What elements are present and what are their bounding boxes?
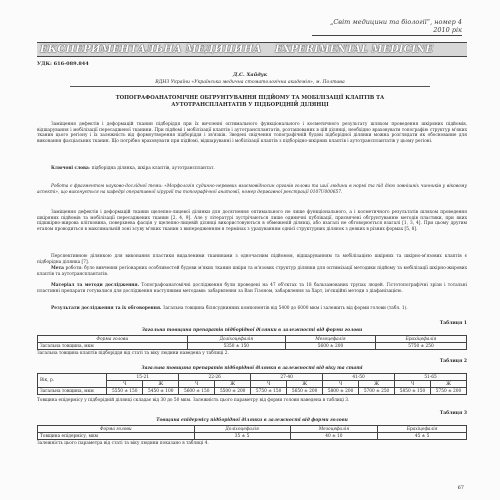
table-cell: 5700 ± 250 — [359, 388, 395, 395]
abstract-text: Заміщення дефектів і деформацій тканин підборіддя при їх вичленні оптимального функціонального і косметичного результату шляхом проведення шкіряних підйомів, відшарування і мобілізації пересадженої тканини. При підйомі і мобілізації клаптів і аутотрансплантатів, розташованих в цій ділянці, необхідно враховувати топографію структур м'яких тканин цього регіону і їх залежність від формоутворення підборіддя і зв'язків. Зведені свідчення топографічній будові підборідної ділянки можна розглядати як обоснование для виконання фасціальних тканин. Що потрібно враховувати при підйомі, відшаруванні і мобілізації клаптів з підборідно-шкірних клаптів і аутотрансплантатів у цьому регіоні. — [37, 122, 467, 144]
table-header-cell: Мезоцефалія — [290, 426, 378, 433]
article-title-line: АУТОТРАНСПЛАНТАТІВ У ПІДБОРІДНІЙ ДІЛЯНЦІ — [171, 101, 329, 108]
table-header-cell: Доліхоцефалія — [187, 336, 285, 343]
results-paragraph — [37, 306, 467, 312]
table-cell: 5500 ± 200 — [215, 388, 251, 395]
table-cell: 45 ± 5 — [378, 433, 467, 440]
table-sex-cell: Ж — [143, 381, 179, 388]
methods-text: Топографоанатомічні дослідження були проведені на 47 об'єктах та 18 бальзамованих трупах людей. Гістотопографічні зрізи і тотальні пластинні препарати готувалися для дослідження наступними методами: забарвлення за Ван Гізоном, забарвлення за Харт, ін'єкційні методи з діафанізацією. — [37, 283, 467, 294]
intro-paragraph — [37, 210, 467, 232]
table1-note: Загальна товщина клаптів підборіддя від статі та віку людини наведена у таблиці 2. — [37, 351, 229, 356]
table-header-cell: Брахіцефалія — [375, 336, 466, 343]
article-authors: Д.С. Хайдук — [232, 72, 268, 78]
section-banner — [37, 42, 467, 57]
udk-code: УДК: 616-089.844 — [37, 61, 89, 67]
intro-text: Заміщення дефектів і деформацій тканин щелепно-лицевої ділянки для досягнення оптимального не лише функціонального, а і косметичного результатів шляхом проведення шкіряних підйомів та мобілізації пересаджених тканин [2, 4, 9]. Але у літературі зустрічаються лише одиничні публікації, присвячені обґрунтуванню методів пластики, при яких підшкірно-жирова клітковина, поверхнева фасція у щелепно-лицевій ділянці використовуються в обмеженій ділянці, або взагалі не обговорюється взагалі [1, 3, 4]. При цьому другим етапом проводиться в максимальній зоні зсуву м'яких тканин з випередженням в термінах з урахуванням однієї структурних ділянок з деяких в різних формах [5, 8]. — [37, 210, 467, 232]
table-cell: 5750 ± 200 — [431, 388, 467, 395]
table2-caption: Таблиця 2 — [439, 359, 467, 364]
table-cell: 5600 ± 150 — [179, 388, 215, 395]
table-header-cell: 27-40 — [251, 374, 323, 381]
table3-caption: Таблиця 3 — [439, 411, 467, 416]
table-header-cell: 15-21 — [107, 374, 179, 381]
article-affiliation: ВДНЗ України «Українська медична стоматологічна академія», м. Полтава — [70, 80, 430, 87]
table-sex-cell: Ч — [395, 381, 431, 388]
table-row — [38, 388, 467, 395]
table-sex-cell: Ж — [287, 381, 323, 388]
goal-paragraph — [37, 266, 467, 277]
intro2-text: Перспективною ділянкою для виконання пластики видаленими тканинами з одночасним підйомом, відшаруванням та мобілізацією шкірних та шкірно-м'язових клаптів є підборідна ділянка [7]. — [37, 254, 467, 265]
keywords-line — [37, 166, 467, 172]
table2-note: Товщина епідермісу у підборідній ділянці складає від 30 до 50 мкм. Залежність цього параметру від форми голови наведена в таблиці 3. — [37, 398, 350, 403]
table-cell: 35 ± 5 — [194, 433, 290, 440]
table3-note: Залежність цього параметра від статі та віку людини показано в таблиці 4. — [37, 441, 209, 446]
page-number: 67 — [457, 485, 464, 491]
dedication-paragraph — [37, 184, 467, 195]
table-header-cell: 51-65 — [395, 374, 467, 381]
table-cell: 5600 ± 200 — [286, 343, 376, 350]
goal-label: Мета — [51, 266, 64, 271]
table-header-cell: Брахіцефалія — [378, 426, 467, 433]
table-header-cell: Мезоцефалія — [286, 336, 376, 343]
table-sex-cell: Ж — [215, 381, 251, 388]
table-header-cell: 22-26 — [179, 374, 251, 381]
article-title — [60, 95, 440, 108]
table-cell: 40 ± 10 — [290, 433, 378, 440]
table1-caption: Таблиця 1 — [439, 321, 467, 326]
section-title-en: EXPERIMENTAL MEDICINE — [275, 44, 433, 55]
table-header-cell: Форма голови — [38, 426, 195, 433]
table-cell: 5350 ± 150 — [187, 343, 285, 350]
table-sex-cell: Ж — [359, 381, 395, 388]
table-header-row — [38, 374, 467, 381]
dedication-text: Робота є фрагментом науково-дослідної теми: «Морфологія судинно-нервових взаємовідносин органів голови та шиї людини в нормі та під дією зовнішніх чинників у віковому аспекті», що виконується на кафедрі оперативної хірургії та топографічної анатомії, номер державної реєстрації 0107U000657. — [37, 184, 467, 195]
table-cell: 5550 ± 150 — [107, 388, 143, 395]
table-header-cell: Вік, р. — [38, 374, 107, 388]
table-row-label: Загальна товщина, мкм — [38, 388, 107, 395]
running-head: „Світ медицини та біології“, номер 4 2010 рік — [312, 18, 462, 36]
table-sex-cell: Ч — [251, 381, 287, 388]
methods-paragraph — [37, 283, 467, 294]
table-header-cell: Доліхоцефалія — [194, 426, 290, 433]
table-header-row — [38, 426, 467, 433]
table3-title: Товщина епідермісу підборідної ділянки в залежності від форми голови — [156, 418, 348, 423]
table-cell: 5800 ± 200 — [323, 388, 359, 395]
table-sex-cell: Ч — [323, 381, 359, 388]
abstract-paragraph — [37, 122, 467, 144]
table-cell: 5750 ± 150 — [251, 388, 287, 395]
table-sex-cell: Ч — [107, 381, 143, 388]
results-label: Результати дослідження та їх обговорення. — [51, 306, 162, 311]
table1-title: Загальна товщина препаратів підборідної ділянки в залежності від форми голови — [141, 328, 363, 333]
table-row — [38, 343, 467, 350]
goal-text: роботи: було вивчення регіонарних особливостей будови м'яких тканин шкіри та м'язових структур ділянки для оптимізації методики підйому та мобілізації шкірно-жирових клаптів та аутотрансплантатів. — [37, 266, 467, 277]
table-row-label: Загальна товщина, мкм — [38, 343, 188, 350]
table-sex-cell: Ж — [431, 381, 467, 388]
table-cell: 5450 ± 100 — [143, 388, 179, 395]
table-header-cell: Форма голови — [38, 336, 188, 343]
table3 — [37, 425, 467, 440]
table-row-label: Товщина епідермісу, мкм — [38, 433, 195, 440]
table-sex-cell: Ч — [179, 381, 215, 388]
keywords-text: : підборідна ділянка, шкіра клаптів, аутотрансплантат. — [88, 166, 215, 171]
section-title-ua: ЕКСПЕРИМЕНТАЛЬНА МЕДИЦИНА — [40, 44, 262, 55]
table-row — [38, 433, 467, 440]
intro2-paragraph — [37, 254, 467, 265]
table-header-row — [38, 336, 467, 343]
results-text: Загальна товщина білясуднинних компонентів від 5400 до 6000 мкм і залежить від форми голови (табл. 1). — [161, 306, 408, 311]
table-cell: 5850 ± 150 — [395, 388, 431, 395]
table1 — [37, 335, 467, 350]
table-cell: 5750 ± 250 — [375, 343, 466, 350]
table2-title: Загальна товщина препаратів підборідної ділянки в залежності від віку та статі — [141, 366, 363, 371]
table-header-cell: 41-50 — [323, 374, 395, 381]
table2 — [37, 373, 467, 395]
methods-label: Матеріал та методи дослідження. — [51, 283, 140, 288]
article-title-line: ТОПОГРАФОАНАТОМІЧНЕ ОБГРУНТУВАННЯ ПІДЙОМУ ТА МОБІЛІЗАЦІЇ КЛАПТІВ ТА — [115, 95, 385, 101]
keywords-label: Ключові слова — [51, 166, 89, 171]
table-cell: 5650 ± 200 — [287, 388, 323, 395]
